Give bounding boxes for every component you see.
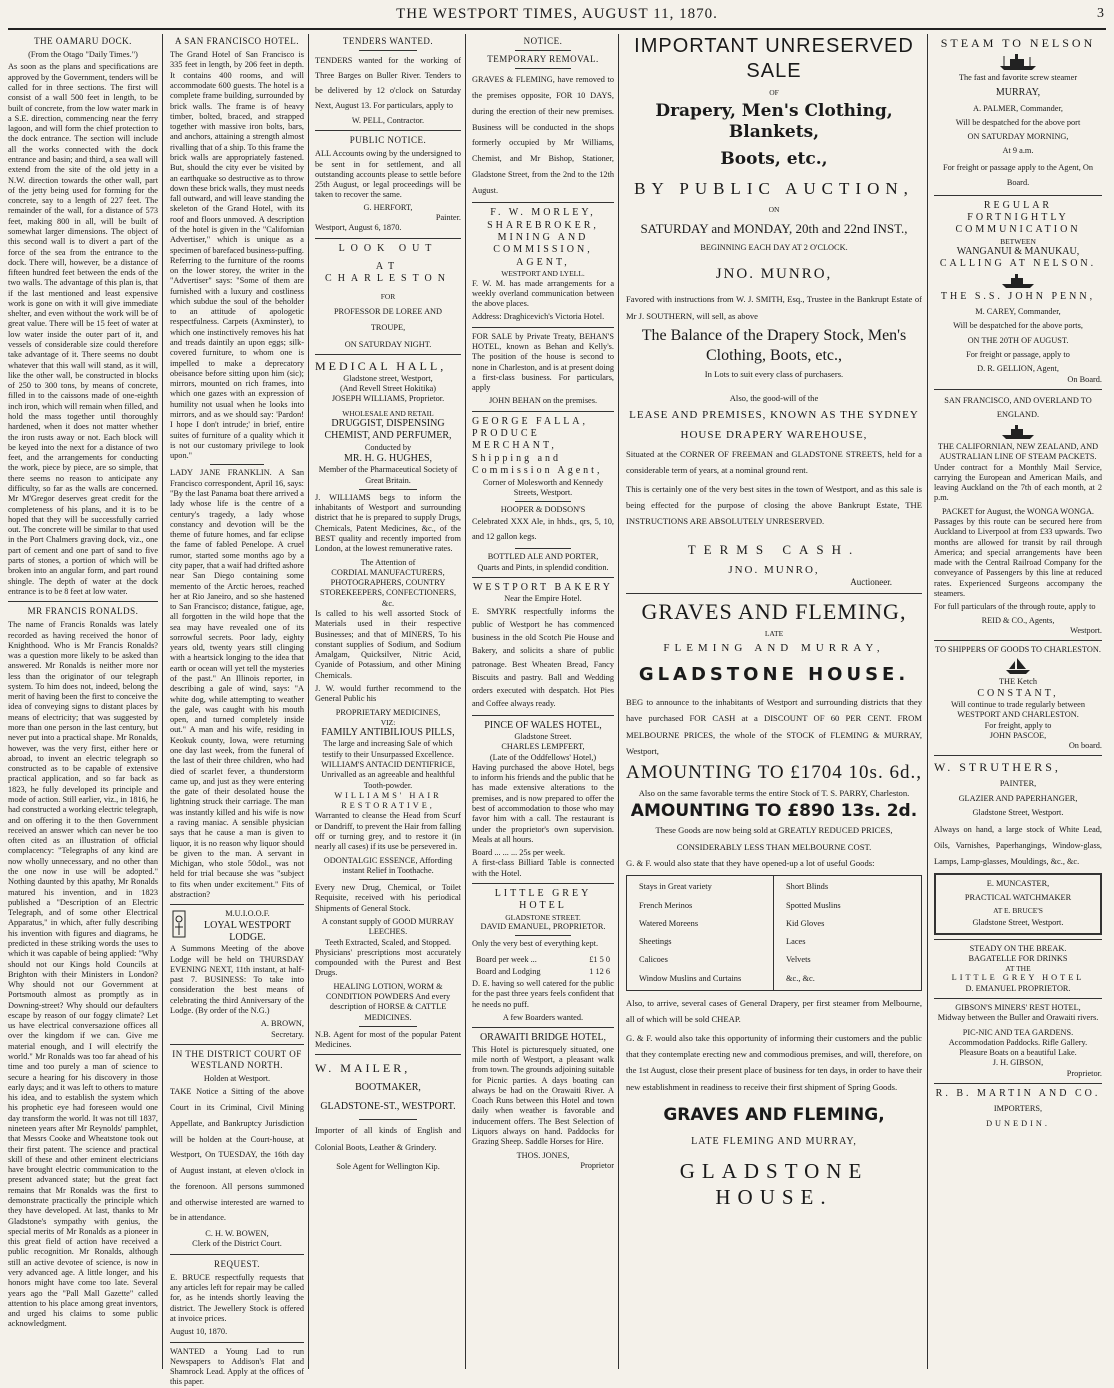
- falla-address: Corner of Molesworth and Kennedy Streets, Westport.: [482, 477, 604, 497]
- orawaiti-signatory: THOS. JONES,: [516, 1150, 570, 1160]
- orawaiti-body: This Hotel is picturesquely situated, one mile north of Westport, a pleasant walk from town. The grounds adjoining suitable for Picnic parties. A days boating can always be had on the Orawaiti River. A Coach Runs between this Hotel and town daily when weather is favorable and inducement offers. The Best Selection of Liquors always on hand. Paddocks for Grazing Sheep. Saddle Horses for Hire.: [472, 1044, 614, 1147]
- lgh-sub: GLADSTONE STREET.: [505, 912, 581, 922]
- divider: [515, 935, 572, 936]
- ad-regular-fortnightly: [934, 200, 1102, 385]
- medical-hall-body2: Is called to his well assorted Stock of Materials used in their respective Businesses; and that of MINERS, To his constant supplies of Sodium, and Sodium Amalgam, Quicksilver, Nitric Acid, Cyanide of Potassium, and other Mining Chemicals.: [315, 608, 461, 680]
- list-item: Watered Moreens: [639, 918, 699, 928]
- divider: [170, 904, 304, 905]
- column-1: [8, 34, 163, 1369]
- medical-hall-teeth: Teeth Extracted, Scaled, and Stopped.: [325, 937, 451, 947]
- sale-time: BEGINNING EACH DAY AT 2 O'CLOCK.: [700, 242, 848, 252]
- bakery-title: WESTPORT BAKERY: [472, 581, 614, 593]
- mailer-trade: BOOTMAKER,: [355, 1082, 421, 1094]
- shippers-body: Will continue to trade regularly between WESTPORT AND CHARLESTON.: [951, 700, 1085, 720]
- medical-hall-sub: Gladstone street, Westport,: [343, 373, 433, 383]
- nelson-title: STEAM TO NELSON: [940, 36, 1096, 50]
- ad-mailer-bootmaker: [315, 1061, 461, 1172]
- mailer-body: Importer of all kinds of English and Colonial Boots, Leather & Grindery.: [315, 1126, 461, 1152]
- ad-morley: [472, 207, 614, 322]
- sale-sites: This is certainly one of the very best sites in the town of Westport, and as this sale is being effected for the purpose of closing the above Bankrupt Estate, THE INSTRUCTIONS ARE ABSOLUTELY UNRESERVED.: [626, 483, 922, 527]
- ad-steady-on-the-break: [934, 944, 1102, 994]
- lookout-line-4: PROFESSOR DE LOREE AND: [333, 307, 443, 316]
- divider: [515, 68, 572, 69]
- list-item: &c., &c.: [786, 973, 815, 983]
- nelson-line-4: At 9 a.m.: [1002, 146, 1034, 156]
- request-body: E. BRUCE respectfully requests that any articles left for repair may be called for, as he intends shortly leaving the district. The Jewellery Stock is offered at invoice prices.: [170, 1272, 304, 1323]
- break-proprietor: D. EMANUEL PROPRIETOR.: [965, 983, 1071, 993]
- sfmail-title: SAN FRANCISCO, AND OVERLAND TO ENGLAND.: [944, 395, 1092, 419]
- sale-lots: In Lots to suit every class of purchasers.: [704, 368, 844, 379]
- gf-premises: G. & F. would also take this opportunity of informing their customers and the public that they contemplate erecting new and commodious premises, and will, therefore, on the 1st August, close their present place of business for ten days, in order to have their new establishment in readiness to receive their first shipment of Spring Goods.: [626, 1032, 922, 1092]
- bakery-body: E. SMYRK respectfully informs the public of Westport he has commenced business in the old Scotch Pie House and Bakery, and solicits a share of public patronage. Best Wheaten Bread, Fancy Biscuits and pastry. Ball and Wedding orders executed with despatch. Hot Pies and Coffee always ready.: [472, 606, 614, 709]
- sale-dates: SATURDAY and MONDAY, 20th and 22nd INST.,: [640, 220, 908, 236]
- lookout-line-6: ON SATURDAY NIGHT.: [344, 339, 432, 349]
- sale-goods: Drapery, Men's Clothing, Blankets,: [655, 100, 893, 142]
- divider: [472, 411, 614, 412]
- lgh-proprietor: DAVID EMANUEL, PROPRIETOR.: [480, 922, 606, 932]
- court-title: IN THE DISTRICT COURT OF WESTLAND NORTH.: [172, 1048, 302, 1070]
- divider: [8, 601, 158, 602]
- sale-instructions: Favored with instructions from W. J. SMITH, Esq., Trustee in the Bankrupt Estate of Mr J. SOUTHERN, will sell, as above: [626, 294, 922, 321]
- martin-place: DUNEDIN.: [986, 1118, 1050, 1128]
- ad-george-falla: [472, 416, 614, 573]
- divider: [315, 130, 461, 131]
- medical-hall-odontalgic: ODONTALGIC ESSENCE, Affording instant Relief in Toothache.: [323, 855, 453, 875]
- medical-hall-owner: JOSEPH WILLIAMS, Proprietor.: [331, 394, 445, 404]
- medical-hall-healing: HEALING LOTION, WORM & CONDITION POWDERS And every description of HORSE & CATTLE MEDICINES.: [325, 981, 451, 1022]
- divider: [472, 715, 614, 716]
- steamship-icon: [1000, 424, 1036, 440]
- fortnightly-date: ON THE 20TH OF AUGUST.: [967, 335, 1069, 345]
- medical-hall-body4: Every new Drug, Chemical, or Toilet Requisite, received with his periodical Shipments of General Stock.: [315, 883, 461, 913]
- pow-body: Having purchased the above Hotel, begs to inform his friends and the public that he has made extensive alterations to the premises, and is now prepared to offer the best of accommodation to those who may favor him with a call. The restaurant is under the proprietor's own supervision. Meals at all hours.: [472, 762, 614, 844]
- rate-value: 1 12 6: [589, 966, 610, 976]
- falla-ale: Celebrated XXX Ale, in hhds., qrs, 5, 10, and 12 gallon kegs.: [472, 517, 614, 542]
- divider: [359, 489, 417, 490]
- mailer-name: W. MAILER,: [315, 1061, 411, 1076]
- gf-fleming-murray: FLEMING AND MURRAY,: [663, 642, 885, 655]
- divider: [170, 1342, 304, 1343]
- divider: [315, 354, 461, 355]
- medical-hall-hair: WILLIAMS' HAIR RESTORATIVE,: [334, 790, 442, 811]
- medical-hall-hair-desc: Warranted to cleanse the Head from Scurf or Dandriff, to prevent the Hair from falling off or turning grey, and to restore it (in nearly all cases) if its use be persevered in.: [315, 811, 461, 852]
- list-item: Short Blinds: [786, 882, 829, 892]
- sfmail-body2: Passages by this route can be secured here from Auckland to Liverpool at from £33 upwards. Two months are allowed for transit by rail through America; and special arrangements have been made with the Central Railroad Company for the conveyance of Passengers by this line at reduced rates. Experienced Surgeons accompany the steamers.: [934, 517, 1102, 598]
- divider: [472, 883, 614, 884]
- goods-list-right: [774, 876, 921, 990]
- morley-name: F. W. MORLEY, SHAREBROKER, MINING AND COMMISSION, AGENT,: [487, 207, 599, 268]
- court-signatory: C. H. W. BOWEN,: [205, 1229, 269, 1239]
- sfmail-place: Westport.: [1070, 625, 1102, 635]
- medical-hall-body3: J. W. would further recommend to the General Public his: [315, 683, 461, 704]
- martin-trade: IMPORTERS,: [993, 1104, 1043, 1114]
- divider: [359, 50, 417, 51]
- ad-little-grey-hotel: [472, 888, 614, 1023]
- ketch-icon: [1004, 657, 1032, 675]
- ad-muncaster: [934, 873, 1102, 934]
- nelson-line-3: ON SATURDAY MORNING,: [967, 132, 1069, 142]
- article-title-oamaru-dock: THE OAMARU DOCK.: [34, 36, 132, 46]
- auctioneer-name: JNO. MUNRO,: [715, 265, 833, 282]
- ad-rb-martin: [934, 1088, 1102, 1129]
- tenders-title: TENDERS WANTED.: [342, 36, 434, 46]
- ad-request: [170, 1259, 304, 1338]
- orawaiti-role: Proprietor: [580, 1160, 614, 1170]
- ad-district-court: [170, 1049, 304, 1250]
- medical-hall-physicians: Physicians' prescriptions most accurately compounded with the Purest and Best Drugs.: [315, 947, 461, 978]
- medical-hall-attention: The Attention of: [360, 557, 416, 567]
- divider: [934, 640, 1102, 641]
- break-body: BAGATELLE FOR DRINKS: [968, 953, 1068, 963]
- page-number: 3: [1097, 6, 1104, 21]
- nelson-line-5: For freight or passage apply to the Agent, On Board.: [942, 162, 1093, 187]
- gf-opened: G. & F. would also state that they have opened-up a lot of useful Goods:: [626, 858, 875, 868]
- temporary-removal-body: GRAVES & FLEMING, have removed to the premises opposite, FOR 10 DAYS, during the erection of their new premises. Business will be conducted in the shops formerly occupied by Mr Williams, Chemist, and Mr Bishop, Stationer, Gladstone Street, from the 2nd to the 12th August.: [472, 75, 614, 195]
- list-item: Calicoes: [639, 955, 668, 965]
- gf-gladstone-house: GLADSTONE HOUSE.: [638, 663, 910, 685]
- sfmail-packet: PACKET for August, the WONGA WONGA.: [941, 506, 1095, 516]
- gf-amount-1: AMOUNTING TO £1704 10s. 6d.,: [626, 762, 922, 784]
- lookout-line-3: FOR: [380, 291, 396, 301]
- divider: [515, 548, 572, 549]
- medical-hall-sub2: (And Revell Street Hokitika): [339, 384, 437, 393]
- table-row: [474, 967, 612, 977]
- column-5: [621, 34, 928, 1369]
- divider: [934, 389, 1102, 390]
- list-item: Sheetings: [639, 937, 672, 947]
- ad-prince-of-wales-hotel: [472, 720, 614, 879]
- medical-hall-body: J. WILLIAMS begs to inform the inhabitants of Westport and surrounding district that he is prepared to supply Drugs, Chemicals, Patent Medicines, &c., of the BEST quality and recently imported from London, at the lowest remunerative rates.: [315, 492, 461, 554]
- rate-value: £1 5 0: [589, 954, 610, 964]
- article-body-franklin: LADY JANE FRANKLIN. A San Francisco correspondent, April 16, says: "By the last Panama boat there arrived a lady whose life is the centre of a century's tragedy, a lady whose constancy and devotion will be the theme of future homes, and far eclipse the fame of fabled Penelope. A cruel rumor, started some months ago by a city paper, that a waif had drifted ashore near San Diego containing some memento of the Arctic heroes, reached her at Rio Janeiro, and so she hastened to San Francisco; distance, fatigue, age, all forgotten in the wild hope that the sea may have revealed one of its sorrowful secrets. Poor lady, eighty years old, twenty years still clinging with a heartsick longing to the idea that earth or ocean will yet tell the mysteries of the past." An Illinois reporter, in describing a gale of wind, says: "A white dog, while attempting to weather the gale, was caught with his mouth open, and turned completely inside out." A man and his wife, residing in Keokuk county, Iowa, were returning one day last week, from the funeral of the last of their three children, who had died of scarlet fever, a thunderstorm came up, and just as they were entering the gate of their desolated house the lightning struck their carriage. The man was instantly killed and his wife is now a raving maniac. A sensible physician says that he cause a man is given to liquor, it is no reason why liquor should be given to the man. A servant in Michigan, who stole 50dol., was not held for trial because she was "subject to fits when under excitement." Fits of abstraction?: [170, 468, 304, 899]
- gf-footer-late: LATE FLEMING AND MURRAY,: [691, 1136, 857, 1148]
- ad-westport-bakery: [472, 582, 614, 711]
- lodge-signatory: A. BROWN,: [260, 1019, 304, 1029]
- break-at: AT THE: [1005, 964, 1031, 974]
- morley-place: WESTPORT AND LYELL.: [501, 269, 585, 279]
- pow-sub: Gladstone Street.: [514, 732, 572, 742]
- medical-hall-member: Member of the Pharmaceutical Society of Great Britain.: [318, 465, 458, 485]
- medical-hall-dentifrice: WILLIAM'S ANTACID DENTIFRICE, Unrivalled as an agreeable and healthful Tooth-powder.: [321, 760, 455, 790]
- medical-hall-wholesale: WHOLESALE AND RETAIL: [342, 408, 434, 418]
- fortnightly-ship: THE S.S. JOHN PENN,: [940, 290, 1096, 302]
- medical-hall-title: MEDICAL HALL,: [315, 358, 447, 373]
- divider: [472, 1027, 614, 1028]
- divider: [515, 50, 572, 51]
- list-item: Kid Gloves: [786, 918, 825, 928]
- lookout-line-1: LOOK OUT: [338, 242, 438, 254]
- request-title: REQUEST.: [213, 1258, 261, 1269]
- pow-board: Board ... ... ... 25s per week.: [472, 848, 566, 858]
- divider: [210, 464, 264, 465]
- gf-reduced: These Goods are now being sold at GREATLY REDUCED PRICES, CONSIDERABLY LESS THAN MELBOURNE COST.: [655, 825, 893, 852]
- sale-on: ON: [768, 205, 780, 215]
- public-notice-title: PUBLIC NOTICE.: [349, 135, 427, 146]
- gibson-title: GIBSON'S MINERS' REST HOTEL,: [955, 1002, 1081, 1012]
- tenders-signatory: W. PELL, Contractor.: [351, 115, 425, 125]
- gf-announce: BEG to announce to the inhabitants of Westport and surrounding districts that they have purchased FOR CASH at a DISCOUNT OF 60 PER CENT. FROM MELBOURNE PRICES, the whole of the STOCK of FLEMING & MURRAY, Westport,: [626, 697, 922, 757]
- sale-lease: LEASE AND PREMISES, KNOWN AS THE SYDNEY HOUSE DRAPERY WAREHOUSE,: [629, 409, 919, 442]
- nelson-commander: A. PALMER, Commander,: [973, 103, 1063, 113]
- medical-hall-trade: DRUGGIST, DISPENSING CHEMIST, AND PERFUMER,: [324, 417, 452, 442]
- list-item: French Merinos: [639, 900, 693, 910]
- tenders-body: TENDERS wanted for the working of Three Barges on Buller River. Tenders to be delivered by 12 o'clock on Saturday Next, August 13. For particulars, apply to: [315, 56, 461, 110]
- struthers-trade: PAINTER,: [999, 779, 1037, 789]
- masthead: [8, 4, 1106, 30]
- sale-auctioneer: JNO. MUNRO,: [728, 563, 820, 576]
- divider: [170, 1044, 304, 1045]
- medical-hall-nb: N.B. Agent for most of the popular Patent Medicines.: [315, 1029, 461, 1050]
- behans-body: FOR SALE by Private Treaty, BEHAN'S HOTEL, known as Behan and Kelly's. The position of the house is second to none in Charleston, and is at present doing a first-class business. For particulars, apply: [472, 331, 614, 393]
- gibson-body2: Accommodation Paddocks. Rifle Gallery. Pleasure Boats on a beautiful Lake.: [948, 1037, 1088, 1058]
- falla-hooper: HOOPER & DODSON'S: [500, 505, 586, 515]
- medical-hall-viz: VIZ:: [380, 717, 396, 727]
- fortnightly-line-2: For freight or passage, apply to: [966, 350, 1070, 359]
- muncaster-name: E. MUNCASTER,: [986, 879, 1050, 889]
- muncaster-trade: PRACTICAL WATCHMAKER: [964, 892, 1072, 902]
- fortnightly-line-1: Will be despatched for the above ports,: [953, 321, 1083, 331]
- gf-footer-house: GLADSTONE HOUSE.: [679, 1159, 869, 1210]
- pow-late: (Late of the Oddfellows' Hotel,): [489, 752, 597, 762]
- fortnightly-route: WANGANUI & MANUKAU,: [956, 245, 1080, 257]
- gf-amount-2: AMOUNTING TO £890 13s. 2d.: [630, 801, 918, 822]
- ad-san-francisco-mail: [934, 394, 1102, 636]
- lgh-wanted: A few Boarders wanted.: [502, 1013, 584, 1023]
- medical-hall-conducted: Conducted by: [364, 442, 412, 452]
- fortnightly-role: On Board.: [1067, 374, 1102, 384]
- mailer-agent: Sole Agent for Wellington Kip.: [336, 1162, 440, 1172]
- shippers-agent: JOHN PASCOE,: [989, 730, 1047, 740]
- rate-label: Board per week ...: [476, 954, 537, 964]
- table-row: [474, 955, 612, 965]
- court-body: TAKE Notice a Sitting of the above Court in its Criminal, Civil Mining Appellate, and Bankruptcy Jurisdiction will be holden at the Court-house, at Westport, On TUESDAY, the 16th day of August instant, at eleven o'clock in the forenoon. All persons summoned and otherwise interested are warned to be in attendance.: [170, 1087, 304, 1223]
- sale-auction: BY PUBLIC AUCTION,: [634, 179, 914, 199]
- divider: [934, 755, 1102, 756]
- sale-goods-2: Boots, etc.,: [720, 149, 828, 170]
- gf-headline: GRAVES AND FLEMING,: [641, 598, 907, 624]
- sale-of: OF: [769, 87, 779, 97]
- public-notice-body: ALL Accounts owing by the undersigned to be sent in for settlement, and all outstanding accounts please to settle before 25th August, or legal proceedings will be taken to recover the same.: [315, 149, 461, 200]
- medical-hall-list: CORDIAL MANUFACTURERS, PHOTOGRAPHERS, COUNTRY STOREKEEPERS, CONFECTIONERS, &c.: [319, 567, 457, 608]
- sfmail-body: Under contract for a Monthly Mail Service, carrying the European and American Mails, and leaving Auckland on the 7th of each month, at 2 p.m.: [934, 462, 1102, 503]
- martin-name: R. B. MARTIN AND CO.: [935, 1087, 1101, 1099]
- mailer-place: GLADSTONE-ST., WESTPORT.: [320, 1100, 456, 1112]
- column-4: [468, 34, 619, 1369]
- falla-bottled: BOTTLED ALE AND PORTER,: [487, 552, 599, 562]
- medical-hall-pills-desc: The large and increasing Sale of which testify to their Unsurpassed Excellence.: [322, 739, 454, 759]
- article-source: (From the Otago "Daily Times."): [28, 50, 138, 60]
- pow-name: CHARLES LEMPFERT,: [501, 742, 585, 752]
- ad-orawaiti-bridge-hotel: [472, 1032, 614, 1171]
- gibson-role: Proprietor.: [1066, 1068, 1102, 1078]
- lgh-body2: D. E. having so well catered for the public for the past three years feels confident that he needs no puff.: [472, 979, 614, 1009]
- column-3: [311, 34, 466, 1369]
- gf-late: LATE: [764, 628, 784, 638]
- divider: [472, 327, 614, 328]
- public-notice-date: Westport, August 6, 1870.: [315, 223, 402, 233]
- temporary-removal-title: TEMPORARY REMOVAL.: [487, 54, 599, 65]
- fortnightly-agent: D. R. GELLION, Agent,: [977, 364, 1059, 374]
- list-item: Spotted Muslins: [786, 900, 841, 910]
- nelson-ship: MURRAY,: [995, 87, 1041, 99]
- divider: [934, 939, 1102, 940]
- list-item: Stays in Great variety: [639, 882, 712, 892]
- fortnightly-call: CALLING AT NELSON.: [939, 258, 1097, 270]
- medical-hall-pills: FAMILY ANTIBILIOUS PILLS,: [321, 727, 455, 739]
- break-title: STEADY ON THE BREAK.: [969, 943, 1067, 953]
- divider: [472, 202, 614, 203]
- sale-headline: IMPORTANT UNRESERVED SALE: [634, 35, 914, 82]
- sale-goodwill: Also, the good-will of the: [729, 393, 819, 404]
- struthers-place: Gladstone Street, Westport.: [972, 807, 1064, 817]
- falla-bottled-desc: Quarts and Pints, in splendid condition.: [477, 562, 609, 572]
- divider: [315, 238, 461, 239]
- gibson-picnic: PIC-NIC AND TEA GARDENS.: [962, 1027, 1074, 1037]
- lodge-emblem-icon: [170, 909, 188, 939]
- steamship-icon: [998, 53, 1038, 71]
- struthers-name: W. STRUTHERS,: [934, 760, 1061, 775]
- list-item: Laces: [786, 937, 806, 947]
- fortnightly-between: BETWEEN: [1000, 236, 1036, 246]
- lgh-body: Only the very best of everything kept.: [472, 939, 599, 949]
- column-2: [166, 34, 309, 1387]
- sfmail-body3: For full particulars of the through route, apply to: [934, 602, 1096, 612]
- pow-billiard: A first-class Billiard Table is connected with the Hotel.: [472, 858, 614, 878]
- ad-behans-hotel: [472, 332, 614, 407]
- wanted-lad-body: WANTED a Young Lad to run Newspapers to Addison's Flat and Shamrock Lead. Apply at the offices of this paper.: [170, 1346, 304, 1387]
- notice-title: NOTICE.: [523, 36, 563, 46]
- steamship-icon: [1000, 273, 1036, 289]
- gf-parry: Also on the same favorable terms the entire Stock of T. S. PARRY, Charleston.: [638, 787, 910, 798]
- divider: [359, 879, 417, 880]
- sale-situated: Situated at the CORNER OF FREEMAN and GLADSTONE STREETS, held for a considerable term of years, at a nominal ground rent.: [626, 449, 922, 476]
- article-body-oamaru-dock: As soon as the plans and specifications are approved by the Government, tenders will be called for in three sections. The first will consist of a wall 500 feet in length, to be built of concrete, from the low water mark in a S.E. direction, commencing near the ferry lagoon, and will form the chief protection to the dock entrance. The section will include all the works connected with the dock entrance and basin; and third, a sea wall will extend from the site of the old jetty in a N.W. direction towards the other wall, part of the jetty being used for forming for the concrete, say to a length of 227 feet. The remainder of the wall, for a distance of 573 feet, making 800 in all, will be built of somewhat larger dimensions. The object of this second wall is to divert a part of the force of the sea from the entrance to the dock. There will, however, be a distance of fifteen hundred feet between the ends of the two walls. The advantage of this plan is, that if the last mentioned and least expensive work is gone on with it will give immediate shelter, and even without the work will be of great value. There will be 15 feet of water at low water inside the outer part of it, and vessels of considerable size could therefore take advantage of it. There seems no doubt whatever that this wall will stand, as it will, like the other wall, be constructed in blocks of 250 to 300 tons, by means of concrete, filled in to the caissons made of one-eighth inch iron, which will remain when filled, and hold the mass together until thoroughly hardened, when it does not matter whether the iron rusts away or not. Each block will be keyed into the next for a distance of two feet, and the arrangements for conducting the work, piece by piece, are so simple, that there seems no reason to anticipate any difficulty, so far as the walls are concerned. Mr M'Gregor deserves great credit for the completeness of his plans, and it is to be hoped that they will be successfully carried out. The concrete will be similar to that used in the Port Chalmers graving dock, viz., one part of cement and one part of sand to five parts of stones, a portion of which will be broken into an angular form, and part round shingle. The depth of water at the dock entrance is to be 8 feet at low water.: [8, 62, 158, 596]
- article-body-sf-hotel: The Grand Hotel of San Francisco is 335 feet in length, by 206 feet in depth. It contains 400 rooms, and will accommodate 600 guests. The hotel is a complete frame building, surrounded by brick walls. The frame is of heavy timber, bolted, braced, and strapped together with massive iron bolts, bars, and anchors, attaining a strength almost rivalling that of a ship. To this frame the brick walls are appropriately fastened. But, should the city ever be visited by an earthquake so destructive as to throw down these brick walls, they must needs fall outward, and will leave standing the skeleton of the Grand Hotel, with its roof and floors unmoved. A description of the hotel is given in the "Californian Advertiser," which is unique as a specimen of barefaced business-puffing. Referring to the furniture of the rooms on the lower storey, the writer in the "Advertiser" says: "Some of them are furnished with a luxury and costliness which subdue the soul of the beholder to an attitude of apologetic respectfulness. Carpets (Axminster), to which one instinctively removes his hat and treads daintily an upon eggs; silk-covered furniture, to whom one is impelled to make a deprecatory obeisance before sitting upon him (sic); mirrors, mounted on rich frames, into which one gazes with an expression of humility not usual when he looks into mirrors, and as we should say: 'Pardon! I hope I don't intrude;' in brief, entire suites of furniture of a quality which it is not our customary privilege to look upon.": [170, 50, 304, 461]
- ad-loyal-westport-lodge: [170, 909, 304, 1040]
- pow-title: PINCE OF WALES HOTEL,: [484, 719, 602, 731]
- medical-hall-leeches: A constant supply of GOOD MURRAY LEECHES.: [321, 916, 455, 937]
- behans-signatory: JOHN BEHAN on the premises.: [488, 396, 598, 406]
- court-role: Clerk of the District Court.: [192, 1239, 282, 1249]
- article-title-sf-hotel: A SAN FRANCISCO HOTEL.: [174, 36, 299, 46]
- break-hotel: LITTLE GREY HOTEL: [951, 973, 1085, 983]
- fortnightly-title: REGULAR FORTNIGHTLY COMMUNICATION: [955, 199, 1081, 236]
- sale-balance: The Balance of the Drapery Stock, Men's Clothing, Boots, etc.,: [641, 327, 907, 364]
- divider: [934, 998, 1102, 999]
- goods-list: [626, 875, 922, 991]
- lookout-line-5: TROUPE,: [370, 323, 406, 333]
- sale-auctioneer-role: Auctioneer.: [850, 577, 892, 588]
- gibson-body: Midway between the Buller and Orawaiti rivers.: [937, 1013, 1099, 1023]
- sfmail-agent: REID & CO., Agents,: [981, 615, 1055, 625]
- muncaster-place: Gladstone Street, Westport.: [972, 918, 1064, 928]
- lodge-emblem-text: M.U.I.O.O.F.: [225, 909, 270, 919]
- lgh-title: LITTLE GREY HOTEL: [494, 887, 592, 912]
- struthers-trade2: GLAZIER AND PAPERHANGER,: [958, 793, 1078, 803]
- sfmail-company: THE CALIFORNIAN, NEW ZEALAND, AND AUSTRALIAN LINE OF STEAM PACKETS.: [937, 442, 1099, 462]
- public-notice-role: Painter.: [435, 212, 461, 222]
- ad-medical-hall: [315, 359, 461, 1051]
- lodge-title: LOYAL WESTPORT LODGE.: [204, 919, 291, 943]
- fortnightly-commander: M. CAREY, Commander,: [975, 307, 1061, 317]
- public-notice-signatory: G. HERFORT,: [363, 202, 413, 212]
- divider: [934, 1083, 1102, 1084]
- muncaster-at: AT E. BRUCE'S: [993, 905, 1043, 915]
- court-place: Holden at Westport.: [203, 1074, 271, 1084]
- request-date: August 10, 1870.: [170, 1327, 228, 1337]
- article-body-ronalds: The name of Francis Ronalds was lately recorded as having received the honor of Knighthood. Who is Mr Francis Ronalds? was a question more likely to be asked than answered. Mr Ronalds is neither more nor less than the originator of our telegraph system. To him does not, indeed, belong the merit of having been the first to conceive the idea of conveying signs to distant places by means of electricity; that was suggested by more than one person in the last century, but never put into a practical shape. Mr Ronalds, however, was the very first, either here or abroad, to invent an electric telegraph so constructed as to be capable of extensive practical application, and so far back as 1823, he fully developed its principle and mode of action. Still earlier, viz., in 1816, he had constructed a working electric telegraph, and on offering it to the then Government received an answer which can never be too often cited as an illustration of official complacency: "Telegraphs of any kind are now wholly unnecessary, and no other than the one now in use will be adopted." Nothing daunted by this apathy, Mr Ronalds matured his invention, and in 1823 published a "Description of an Electric Telegraph, and of some other Electrical Apparatus," in which, after fully describing his invention with figures and diagrams, he predicted in these striking words the uses to which it was capable of being applied: "Why should not our Kings hold Councils at Brighton with their Ministers in London? Why should not our Government at Portsmouth almost as promptly as in Downing-street? Why should our defaulters escape by reason of our foggy climate? Let us have electrical conversazione offices all over the kingdom if we can. Give me material enough, and I will electrify the world." Mr Ronalds was too far ahead of his time and too purely a man of science to secure a hearing for his discovery in those early days; and it was left to others to mature his idea, and to establish the system which his prophetic eye had foreseen would one day transform the world. It was not till 1837, nineteen years after Mr Reynolds' pamphlet, that Messrs Cooke and Wheatstone took out their first patent. The science and practical skill of these and other eminent electricians have brought electric communication to the present advanced state; but the great fact remains that Mr Ronalds was the first to demonstrate practically the principle which they have developed. At last, thanks to Mr Gladstone's sympathy with genius, the special merits of Mr Ronalds as a pioneer in this great field of action have received a public recognition. Mr Ronalds, although still an active devotee of science, is now in very advanced age. A little longer, and his honors might have come too late. Several years ago the "Pall Mall Gazette" called attention to his place among great inventors, and urged his claims to some public acknowledgment.: [8, 620, 158, 1329]
- lodge-role: Secretary.: [271, 1029, 304, 1039]
- divider: [472, 577, 614, 578]
- column-6: [930, 34, 1106, 1369]
- shippers-name: CONSTANT,: [977, 687, 1059, 699]
- falla-name: GEORGE FALLA, PRODUCE MERCHANT, Shipping and Commission Agent,: [472, 415, 603, 477]
- nelson-line-2: Will be despatched for the above port: [955, 117, 1081, 127]
- divider: [315, 1054, 461, 1055]
- lodge-body: A Summons Meeting of the above Lodge will be held on THURSDAY EVENING NEXT, 11th instant, at half-past 7. BUSINESS: To take into consideration the best means of celebrating the third Anniversary of the Lodge. (By order of the N.G.): [170, 944, 304, 1015]
- orawaiti-title: ORAWAITI BRIDGE HOTEL,: [479, 1032, 607, 1044]
- divider: [359, 1119, 417, 1120]
- divider: [626, 593, 922, 594]
- divider: [359, 1026, 417, 1027]
- rate-label: Board and Lodging: [476, 966, 541, 976]
- divider: [515, 501, 572, 502]
- bakery-sub: Near the Empire Hotel.: [504, 594, 582, 604]
- newspaper-title: THE WESTPORT TIMES, AUGUST 11, 1870.: [396, 6, 718, 22]
- list-item: Velvets: [786, 955, 811, 965]
- ad-struthers: [934, 760, 1102, 869]
- medical-hall-name: MR. H. G. HUGHES,: [343, 452, 433, 464]
- gibson-signatory: J. H. GIBSON,: [992, 1058, 1044, 1068]
- shippers-role: On board.: [1068, 741, 1102, 751]
- divider: [170, 1254, 304, 1255]
- list-item: Window Muslins and Curtains: [639, 973, 742, 983]
- morley-address: Address: Draghicevich's Victoria Hotel.: [472, 312, 605, 322]
- sale-terms: TERMS CASH.: [687, 541, 861, 557]
- ad-shippers-charleston: [934, 645, 1102, 751]
- medical-hall-proprietary: PROPRIETARY MEDICINES,: [335, 707, 441, 717]
- gf-arrive: Also, to arrive, several cases of General Drapery, per first steamer from Melbourne, all of which will be sold CHEAP.: [626, 998, 922, 1025]
- divider: [934, 195, 1102, 196]
- struthers-body: Always on hand, a large stock of White Lead, Oils, Varnishes, Paperhangings, Window-glass, Lamps, Lamp-glasses, Mouldings, &c., &c.: [934, 825, 1102, 866]
- shippers-title: TO SHIPPERS OF GOODS TO CHARLESTON.: [935, 645, 1101, 655]
- ad-gibsons-hotel: [934, 1003, 1102, 1079]
- shippers-line-1: For freight, apply to: [984, 720, 1052, 730]
- gf-footer-name: GRAVES AND FLEMING,: [663, 1104, 885, 1125]
- lgh-rates-table: [472, 953, 614, 980]
- goods-list-left: [627, 876, 774, 990]
- article-title-ronalds: MR FRANCIS RONALDS.: [27, 606, 139, 617]
- lookout-line-2: AT CHARLESTON: [325, 260, 451, 285]
- ad-steam-to-nelson: [934, 36, 1102, 191]
- nelson-line-1: The fast and favorite screw steamer: [958, 72, 1078, 82]
- shippers-ketch: THE Ketch: [998, 677, 1037, 687]
- morley-body: F. W. M. has made arrangements for a weekly overland communication between the above places.: [472, 278, 614, 309]
